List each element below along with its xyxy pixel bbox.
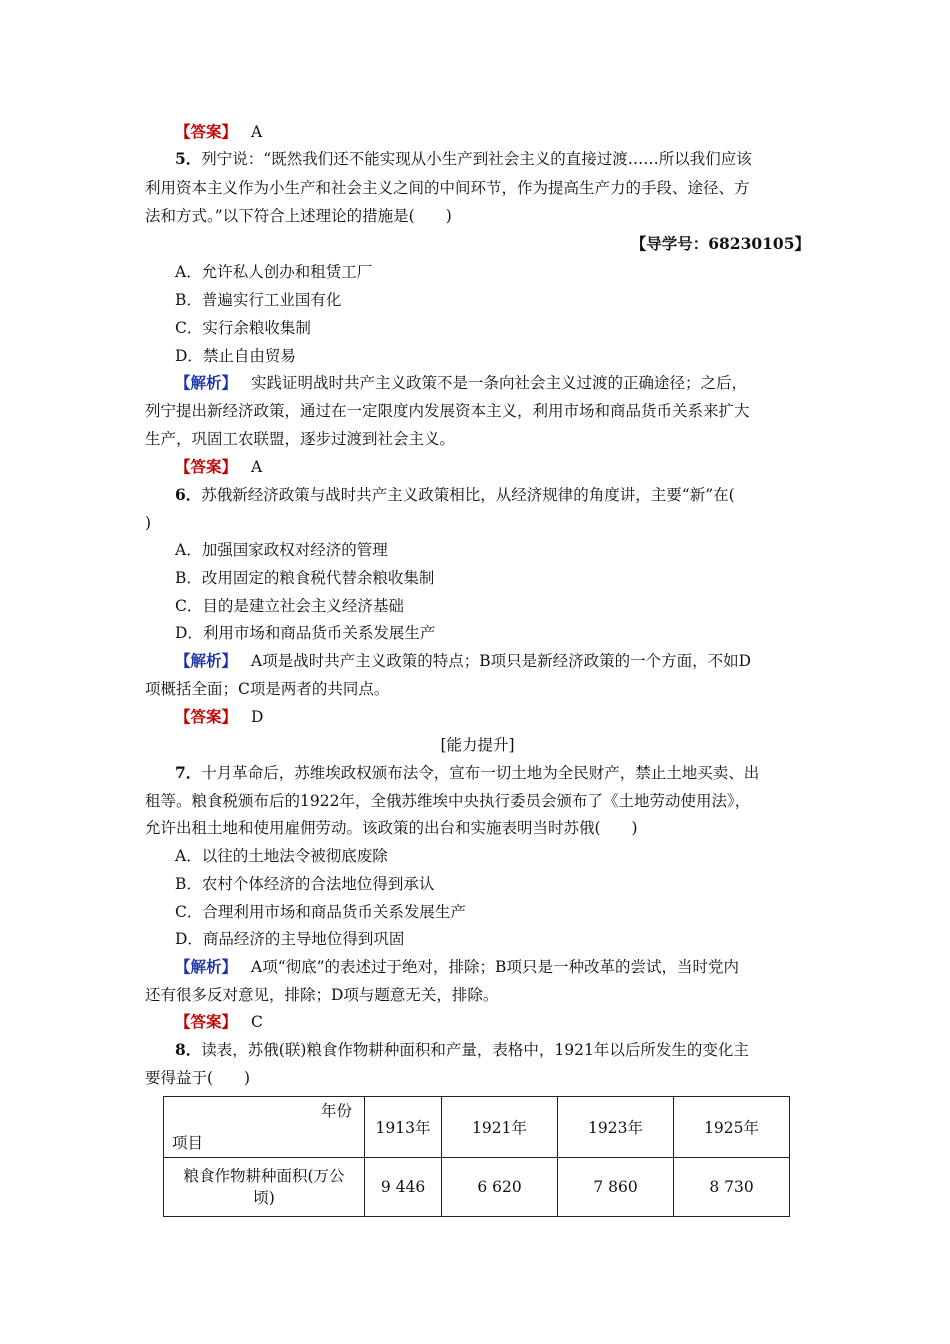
analysis-line-2: 列宁提出新经济政策，通过在一定限度内发展资本主义，利用市场和商品货币关系来扩大	[145, 402, 750, 420]
year-header-cell: 1913年	[365, 1097, 442, 1158]
analysis-line-2: 项概括全面；C项是两者的共同点。	[145, 680, 390, 698]
year-header-cell: 1923年	[558, 1097, 674, 1158]
analysis-line-1	[175, 372, 840, 394]
header-item-label: 项目	[172, 1134, 204, 1152]
question-text: 列宁说：“既然我们还不能实现从小生产到社会主义的直接过渡……所以我们应该	[201, 150, 752, 168]
question-number: 8．	[175, 1040, 202, 1059]
answer-value: A	[251, 458, 263, 476]
option-c: C．实行余粮收集制	[175, 319, 311, 337]
answer-label: 【答案】	[175, 457, 238, 476]
question-7-line-2: 租等。粮食税颁布后的1922年，全俄苏维埃中央执行委员会颁布了《土地劳动使用法》，	[145, 792, 751, 810]
analysis-line-1	[175, 956, 840, 978]
question-8-line-2: 要得益于( )	[145, 1069, 251, 1087]
row-label-line: 顷)	[253, 1189, 275, 1207]
question-number: 7．	[175, 763, 202, 782]
analysis-text: A项是战时共产主义政策的特点；B项只是新经济政策的一个方面，不如D	[251, 652, 752, 670]
analysis-label: 【解析】	[175, 373, 238, 392]
answer-label: 【答案】	[175, 1012, 238, 1031]
year-header-cell: 1925年	[674, 1097, 790, 1158]
question-text: 十月革命后，苏维埃政权颁布法令，宣布一切土地为全民财产，禁止土地买卖、出	[201, 764, 760, 782]
table-cell: 8 730	[674, 1158, 790, 1217]
answer-value: C	[251, 1013, 263, 1031]
answer-label: 【答案】	[175, 707, 238, 726]
option-a: A．以往的土地法令被彻底废除	[175, 847, 388, 865]
year-header-cell: 1921年	[442, 1097, 558, 1158]
question-8-line-1	[175, 1039, 840, 1061]
section-heading: [能力提升]	[440, 736, 515, 754]
analysis-line-2: 还有很多反对意见，排除；D项与题意无关，排除。	[145, 986, 499, 1004]
option-b: B．改用固定的粮食税代替余粮收集制	[175, 569, 435, 587]
option-c: C．目的是建立社会主义经济基础	[175, 597, 404, 615]
option-d: D．利用市场和商品货币关系发展生产	[175, 624, 436, 642]
analysis-label: 【解析】	[175, 651, 238, 670]
question-text: 苏俄新经济政策与战时共产主义政策相比，从经济规律的角度讲，主要“新”在(	[201, 486, 735, 504]
answer-value: D	[251, 708, 264, 726]
question-7-line-1	[175, 762, 840, 784]
option-b: B．普遍实行工业国有化	[175, 291, 342, 309]
analysis-line-1	[175, 650, 840, 672]
table-header-row	[164, 1097, 790, 1158]
analysis-label: 【解析】	[175, 957, 238, 976]
diagonal-header-cell	[164, 1097, 365, 1158]
option-a: A．允许私人创办和租赁工厂	[175, 263, 373, 281]
analysis-text: A项“彻底”的表述过于绝对，排除；B项只是一种改革的尝试，当时党内	[251, 958, 739, 976]
answer-value: A	[251, 123, 263, 141]
question-number: 6．	[175, 485, 202, 504]
answer-line	[175, 706, 840, 728]
row-label-cell	[164, 1158, 365, 1217]
question-6-line-2: )	[145, 514, 152, 532]
option-d: D．商品经济的主导地位得到巩固	[175, 930, 405, 948]
question-number: 5．	[175, 149, 202, 168]
question-text: 读表，苏俄(联)粮食作物耕种面积和产量，表格中，1921年以后所发生的变化主	[201, 1041, 749, 1059]
data-table	[163, 1096, 790, 1217]
answer-line	[175, 456, 840, 478]
analysis-text: 实践证明战时共产主义政策不是一条向社会主义过渡的正确途径；之后，	[251, 374, 748, 392]
table-cell: 9 446	[365, 1158, 442, 1217]
row-label-line: 粮食作物耕种面积(万公	[183, 1167, 345, 1185]
option-a: A．加强国家政权对经济的管理	[175, 541, 388, 559]
table-cell: 7 860	[558, 1158, 674, 1217]
option-d: D．禁止自由贸易	[175, 347, 296, 365]
option-b: B．农村个体经济的合法地位得到承认	[175, 875, 435, 893]
question-5-line-3: 法和方式。”以下符合上述理论的措施是( )	[145, 207, 452, 225]
answer-line	[175, 121, 840, 143]
table-row	[164, 1158, 790, 1217]
header-year-label: 年份	[320, 1102, 352, 1120]
option-c: C．合理利用市场和商品货币关系发展生产	[175, 903, 466, 921]
question-5-line-2: 利用资本主义作为小生产和社会主义之间的中间环节，作为提高生产力的手段、途径、方	[145, 179, 750, 197]
answer-label: 【答案】	[175, 122, 238, 141]
question-6-line-1	[175, 484, 840, 506]
answer-line	[175, 1011, 840, 1033]
analysis-line-3: 生产，巩固工农联盟，逐步过渡到社会主义。	[145, 430, 456, 448]
table-cell: 6 620	[442, 1158, 558, 1217]
question-7-line-3: 允许出租土地和使用雇佣劳动。该政策的出台和实施表明当时苏俄( )	[145, 819, 638, 837]
guide-reference: 【导学号：68230105】	[630, 234, 810, 253]
question-5-line-1	[175, 148, 840, 170]
